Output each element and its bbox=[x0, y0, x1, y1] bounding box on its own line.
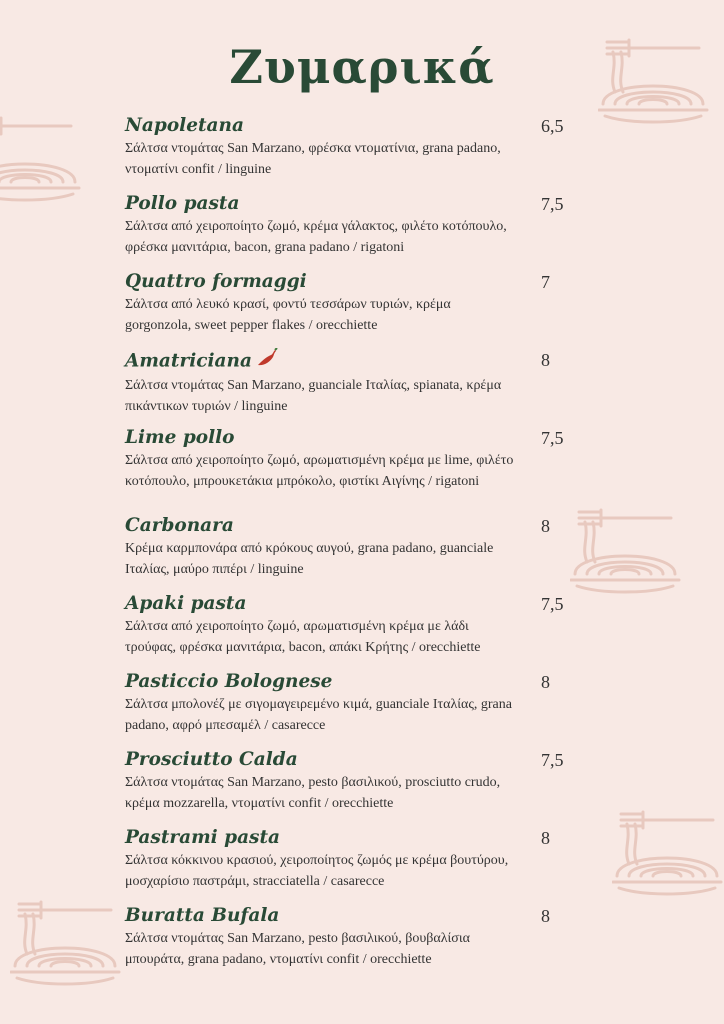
pasta-plate-decor-top-left bbox=[0, 96, 82, 206]
menu-item-name: Pastrami pasta bbox=[125, 827, 281, 848]
menu-item bbox=[125, 114, 585, 192]
menu-item-description: Σάλτσα ντομάτας San Marzano, pesto βασιλικού, βουβαλίσια μπουράτα, grana padano, ντοματίνι confit / orecchiette bbox=[125, 931, 470, 967]
menu-item-name: Buratta Bufala bbox=[125, 905, 280, 926]
menu-item bbox=[125, 192, 585, 270]
menu-item-name: Apaki pasta bbox=[125, 593, 247, 614]
menu-item bbox=[125, 592, 585, 670]
menu-item-description: Κρέμα καρμπονάρα από κρόκους αυγού, grana padano, guanciale Ιταλίας, μαύρο πιπέρι / linguine bbox=[125, 541, 494, 577]
menu-item-price: 8 bbox=[541, 828, 550, 848]
pasta-plate-decor-mid-right bbox=[570, 488, 682, 598]
menu-item bbox=[125, 514, 585, 592]
menu-item-price: 7,5 bbox=[541, 194, 564, 214]
menu-item-name: Prosciutto Calda bbox=[125, 749, 298, 770]
menu-item-description: Σάλτσα από χειροποίητο ζωμό, αρωματισμένη κρέμα με λάδι τρούφας, φρέσκα μανιτάρια, bacon, απάκι Κρήτης / orecchiette bbox=[125, 619, 481, 655]
menu-item-name: Pasticcio Bolognese bbox=[125, 671, 333, 692]
menu-item-description: Σάλτσα από χειροποίητο ζωμό, κρέμα γάλακτος, φιλέτο κοτόπουλο, φρέσκα μανιτάρια, bacon, grana padano / rigatoni bbox=[125, 219, 507, 255]
menu-item-name: Carbonara bbox=[125, 515, 234, 536]
menu-item-price: 8 bbox=[541, 350, 550, 370]
page-title: Ζυμαρικά bbox=[229, 40, 495, 94]
menu-item-price: 8 bbox=[541, 672, 550, 692]
menu-item-description: Σάλτσα ντομάτας San Marzano, guanciale Ιταλίας, spianata, κρέμα πικάντικων τυριών / linguine bbox=[125, 378, 502, 414]
menu-item-price: 7,5 bbox=[541, 594, 564, 614]
menu-item-name: Amatriciana bbox=[125, 350, 252, 372]
pasta-plate-decor-lower-right bbox=[612, 790, 724, 900]
menu-item bbox=[125, 904, 585, 982]
menu-item bbox=[125, 270, 585, 348]
menu-item-description: Σάλτσα από λευκό κρασί, φοντύ τεσσάρων τυριών, κρέμα gorgonzola, sweet pepper flakes / orecchiette bbox=[125, 297, 451, 333]
menu-item bbox=[125, 426, 585, 514]
menu-item-price: 6,5 bbox=[541, 116, 564, 136]
chili-pepper-icon bbox=[256, 348, 278, 375]
menu-item-description: Σάλτσα ντομάτας San Marzano, φρέσκα ντοματίνια, grana padano, ντοματίνι confit / linguine bbox=[125, 141, 501, 177]
menu-item-name: Napoletana bbox=[125, 115, 244, 136]
menu-item-description: Σάλτσα μπολονέζ με σιγομαγειρεμένο κιμά, guanciale Ιταλίας, grana padano, αφρό μπεσαμέλ / casarecce bbox=[125, 697, 512, 733]
menu-item-description: Σάλτσα από χειροποίητο ζωμό, αρωματισμένη κρέμα με lime, φιλέτο κοτόπουλο, μπρουκετάκια μπρόκολο, φιστίκι Αιγίνης / rigatoni bbox=[125, 453, 514, 489]
menu-item-price: 8 bbox=[541, 516, 550, 536]
pasta-plate-decor-lower-left bbox=[10, 880, 122, 990]
menu-item-name-row bbox=[125, 348, 585, 375]
menu-item bbox=[125, 348, 585, 426]
menu-item-price: 7,5 bbox=[541, 750, 564, 770]
menu-item-name: Pollo pasta bbox=[125, 193, 240, 214]
menu-item bbox=[125, 826, 585, 904]
menu-item-description: Σάλτσα ντομάτας San Marzano, pesto βασιλικού, prosciutto crudo, κρέμα mozzarella, ντοματίνι confit / orecchiette bbox=[125, 775, 501, 811]
menu-item-price: 8 bbox=[541, 906, 550, 926]
menu-item bbox=[125, 670, 585, 748]
menu-item-name: Lime pollo bbox=[125, 427, 235, 448]
menu-list bbox=[125, 114, 585, 982]
menu-item-price: 7,5 bbox=[541, 428, 564, 448]
menu-item-description: Σάλτσα κόκκινου κρασιού, χειροποίητος ζωμός με κρέμα βουτύρου, μοσχαρίσιο παστράμι, stracciatella / casarecce bbox=[125, 853, 509, 889]
menu-item bbox=[125, 748, 585, 826]
menu-item-price: 7 bbox=[541, 272, 550, 292]
menu-item-name: Quattro formaggi bbox=[125, 271, 307, 292]
